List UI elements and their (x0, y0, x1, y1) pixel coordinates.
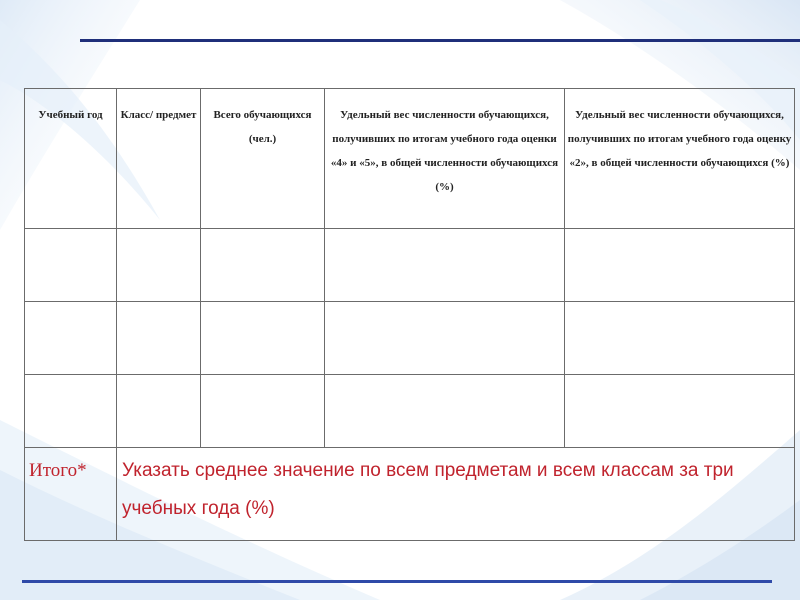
table-cell[interactable] (325, 302, 565, 375)
table-cell[interactable] (565, 229, 795, 302)
table-cell[interactable] (117, 302, 201, 375)
table-cell[interactable] (25, 375, 117, 448)
header-year: Учебный год (25, 89, 117, 229)
header-share-4-5: Удельный вес численности обучающихся, получивших по итогам учебного года оценки «4» и «5», в общей численности обучающихся (%) (325, 89, 565, 229)
bottom-rule (22, 580, 772, 583)
table-cell[interactable] (25, 229, 117, 302)
table-cell[interactable] (25, 302, 117, 375)
table-cell[interactable] (565, 375, 795, 448)
table-cell[interactable] (325, 375, 565, 448)
table-row (25, 229, 795, 302)
table-row (25, 302, 795, 375)
table-cell[interactable] (325, 229, 565, 302)
top-rule (80, 39, 800, 42)
total-label: Итого* (25, 448, 117, 541)
table-row (25, 375, 795, 448)
header-total-students: Всего обучающихся (чел.) (201, 89, 325, 229)
table-cell[interactable] (201, 375, 325, 448)
table-cell[interactable] (565, 302, 795, 375)
table-cell[interactable] (201, 302, 325, 375)
header-row (25, 89, 795, 229)
header-share-2: Удельный вес численности обучающихся, получивших по итогам учебного года оценку «2», в общей численности обучающихся (%) (565, 89, 795, 229)
header-class-subject: Класс/ предмет (117, 89, 201, 229)
table-cell[interactable] (201, 229, 325, 302)
table-cell[interactable] (117, 375, 201, 448)
table-cell[interactable] (117, 229, 201, 302)
total-instruction: Указать среднее значение по всем предметам и всем классам за три учебных года (%) (117, 448, 795, 541)
data-table (24, 88, 795, 541)
total-row (25, 448, 795, 541)
